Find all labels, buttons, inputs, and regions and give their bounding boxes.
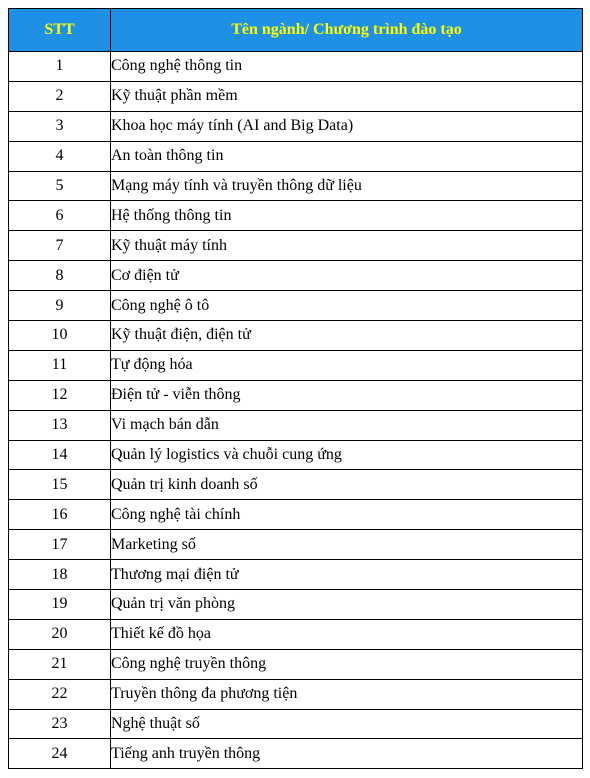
header-program-name: Tên ngành/ Chương trình đào tạo — [111, 9, 583, 52]
program-name: Khoa học máy tính (AI and Big Data) — [111, 111, 583, 141]
row-number: 1 — [9, 52, 111, 82]
table-row — [9, 590, 583, 620]
program-name: Kỹ thuật phần mềm — [111, 81, 583, 111]
table-body — [9, 52, 583, 769]
row-number: 13 — [9, 410, 111, 440]
row-number: 15 — [9, 470, 111, 500]
program-name: Quản trị văn phòng — [111, 590, 583, 620]
table-row — [9, 171, 583, 201]
table-row — [9, 291, 583, 321]
header-stt: STT — [9, 9, 111, 52]
program-name: Công nghệ truyền thông — [111, 649, 583, 679]
table-row — [9, 619, 583, 649]
program-name: Truyền thông đa phương tiện — [111, 679, 583, 709]
program-name: Mạng máy tính và truyền thông dữ liệu — [111, 171, 583, 201]
program-name: Tự động hóa — [111, 350, 583, 380]
row-number: 21 — [9, 649, 111, 679]
row-number: 2 — [9, 81, 111, 111]
table-row — [9, 709, 583, 739]
table-header — [9, 9, 583, 52]
header-row — [9, 9, 583, 52]
program-name: Công nghệ ô tô — [111, 291, 583, 321]
row-number: 11 — [9, 350, 111, 380]
table-row — [9, 261, 583, 291]
row-number: 20 — [9, 619, 111, 649]
table-row — [9, 201, 583, 231]
table-row — [9, 440, 583, 470]
program-name: Nghệ thuật số — [111, 709, 583, 739]
table-row — [9, 679, 583, 709]
program-name: Vi mạch bán dẫn — [111, 410, 583, 440]
row-number: 19 — [9, 590, 111, 620]
program-name: Kỹ thuật điện, điện tử — [111, 321, 583, 351]
row-number: 16 — [9, 500, 111, 530]
program-name: Công nghệ thông tin — [111, 52, 583, 82]
table-row — [9, 739, 583, 769]
table-row — [9, 141, 583, 171]
programs-table-container — [8, 8, 582, 769]
table-row — [9, 530, 583, 560]
program-name: Kỹ thuật máy tính — [111, 231, 583, 261]
row-number: 5 — [9, 171, 111, 201]
table-row — [9, 81, 583, 111]
row-number: 18 — [9, 560, 111, 590]
table-row — [9, 231, 583, 261]
table-row — [9, 470, 583, 500]
program-name: Tiếng anh truyền thông — [111, 739, 583, 769]
row-number: 17 — [9, 530, 111, 560]
row-number: 3 — [9, 111, 111, 141]
program-name: Quản lý logistics và chuỗi cung ứng — [111, 440, 583, 470]
table-row — [9, 380, 583, 410]
table-row — [9, 649, 583, 679]
program-name: Thương mại điện tử — [111, 560, 583, 590]
row-number: 7 — [9, 231, 111, 261]
table-row — [9, 410, 583, 440]
row-number: 4 — [9, 141, 111, 171]
program-name: Hệ thống thông tin — [111, 201, 583, 231]
program-name: Công nghệ tài chính — [111, 500, 583, 530]
row-number: 6 — [9, 201, 111, 231]
table-row — [9, 350, 583, 380]
table-row — [9, 500, 583, 530]
program-name: An toàn thông tin — [111, 141, 583, 171]
row-number: 23 — [9, 709, 111, 739]
row-number: 14 — [9, 440, 111, 470]
program-name: Thiết kế đồ họa — [111, 619, 583, 649]
row-number: 22 — [9, 679, 111, 709]
table-row — [9, 111, 583, 141]
program-name: Điện tử - viễn thông — [111, 380, 583, 410]
program-name: Cơ điện tử — [111, 261, 583, 291]
program-name: Quản trị kinh doanh số — [111, 470, 583, 500]
table-row — [9, 321, 583, 351]
programs-table — [8, 8, 583, 769]
program-name: Marketing số — [111, 530, 583, 560]
row-number: 24 — [9, 739, 111, 769]
row-number: 12 — [9, 380, 111, 410]
row-number: 10 — [9, 321, 111, 351]
row-number: 9 — [9, 291, 111, 321]
table-row — [9, 52, 583, 82]
table-row — [9, 560, 583, 590]
row-number: 8 — [9, 261, 111, 291]
